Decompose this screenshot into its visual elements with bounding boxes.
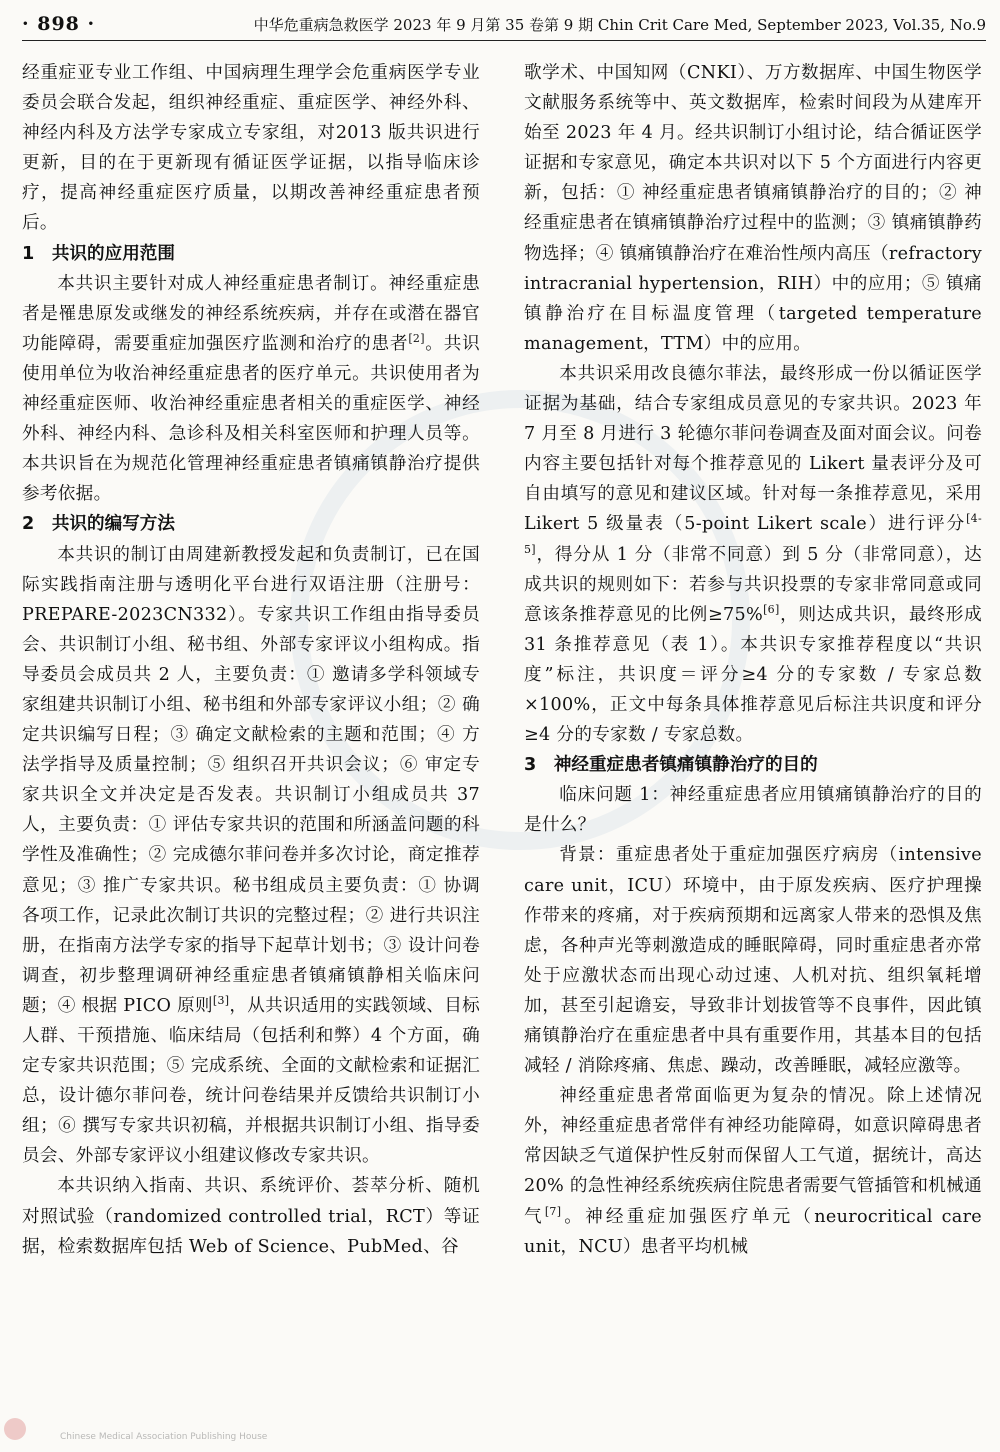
- paragraph: 经重症亚专业工作组、中国病理生理学会危重病医学专业委员会联合发起，组织神经重症、重症医学、神经外科、神经内科及方法学专家成立专家组，对2013 版共识进行更新，目的在于更新现有循证医学证据，以指导临床诊疗，提高神经重症医疗质量，以期改善神经重症患者预后。: [22, 63, 480, 234]
- paragraph: 本共识纳入指南、共识、系统评价、荟萃分析、随机对照试验（randomized controlled trial，RCT）等证据，检索数据库包括 Web of Science、PubMed、谷: [22, 1176, 480, 1257]
- section-heading-2: 2 共识的编写方法: [22, 514, 175, 535]
- citation-ref[interactable]: [4-5]: [524, 512, 982, 556]
- paragraph: 临床问题 1：神经重症患者应用镇痛镇静治疗的目的是什么？: [524, 785, 982, 836]
- section-heading-3: 3 神经重症患者镇痛镇静治疗的目的: [524, 755, 818, 776]
- citation-ref[interactable]: [3]: [212, 994, 230, 1008]
- left-column: [22, 58, 480, 1262]
- page-number: · 898 ·: [22, 13, 96, 35]
- right-column: [524, 58, 982, 1262]
- section-heading-1: 1 共识的应用范围: [22, 243, 175, 264]
- paragraph: 背景：重症患者处于重症加强医疗病房（intensive care unit，ICU）环境中，由于原发疾病、医疗护理操作带来的疼痛，对于疾病预期和远离家人带来的恐惧及焦虑，各种声光等刺激造成的睡眠障碍，同时重症患者亦常处于应激状态而出现心动过速、人机对抗、组织氧耗增加，甚至引起谵妄，导致非计划拔管等不良事件，因此镇痛镇静治疗在重症患者中具有重要作用，其基本目的包括减轻 / 消除疼痛、焦虑、躁动，改善睡眠，减轻应激等。: [524, 845, 982, 1077]
- journal-info: 中华危重病急救医学 2023 年 9 月第 35 卷第 9 期 Chin Crit Care Med, September 2023, Vol.35, No.9: [253, 15, 986, 34]
- page-header: [22, 8, 986, 41]
- paragraph: 歌学术、中国知网（CNKI）、万方数据库、中国生物医学文献服务系统等中、英文数据库，检索时间段为从建库开始至 2023 年 4 月。经共识制订小组讨论，结合循证医学证据和专家意见，确定本共识对以下 5 个方面进行内容更新，包括：① 神经重症患者镇痛镇静治疗的目的；② 神经重症患者在镇痛镇静治疗过程中的监测；③ 镇痛镇静药物选择；④ 镇痛镇静治疗在难治性颅内高压（refractory intracranial hypertension，RIH）中的应用；⑤ 镇痛镇静治疗在目标温度管理（targeted temperature management，TTM）中的应用。: [524, 63, 982, 354]
- citation-ref[interactable]: [7]: [544, 1204, 562, 1218]
- paragraph: 本共识主要针对成人神经重症患者制订。神经重症患者是罹患原发或继发的神经系统疾病，并存在或潜在器官功能障碍，需要重症加强医疗监测和治疗的患者[2]。共识使用单位为收治神经重症患者的医疗单元。共识使用者为神经重症医师、收治神经重症患者相关的重症医学、神经外科、神经内科、急诊科及相关科室医师和护理人员等。本共识旨在为规范化管理神经重症患者镇痛镇静治疗提供参考依据。: [22, 273, 480, 505]
- citation-ref[interactable]: [2]: [408, 331, 425, 345]
- paragraph: 本共识采用改良德尔菲法，最终形成一份以循证医学证据为基础，结合专家组成员意见的专家共识。2023 年 7 月至 8 月进行 3 轮德尔菲问卷调查及面对面会议。问卷内容主要包括针对每个推荐意见的 Likert 量表评分及可自由填写的意见和建议区域。针对每一条推荐意见，采用 Likert 5 级量表（5-point Likert scale）进行评分[4-5]，得分从 1 分（非常不同意）到 5 分（非常同意），达成共识的规则如下：若参与共识投票的专家非常同意或同意该条推荐意见的比例≥75%[6]，则达成共识，最终形成31 条推荐意见（表 1）。本共识专家推荐程度以“共识度”标注，共识度＝评分≥4 分的专家数 / 专家总数 ×100%，正文中每条具体推荐意见后标注共识度和评分≥4 分的专家数 / 专家总数。: [524, 363, 982, 746]
- paragraph: 神经重症患者常面临更为复杂的情况。除上述情况外，神经重症患者常伴有神经功能障碍，如意识障碍患者常因缺乏气道保护性反射而保留人工气道，据统计，高达 20% 的急性神经系统疾病住院患者需要气管插管和机械通气[7]。神经重症加强医疗单元（neurocritical care unit，NCU）患者平均机械: [524, 1086, 982, 1257]
- publisher-name: Chinese Medical Association Publishing House: [60, 1432, 268, 1442]
- citation-ref[interactable]: [6]: [763, 602, 780, 616]
- paragraph: 本共识的制订由周建新教授发起和负责制订，已在国际实践指南注册与透明化平台进行双语注册（注册号：PREPARE-2023CN332）。专家共识工作组由指导委员会、共识制订小组、秘书组、外部专家评议小组构成。指导委员会成员共 2 人，主要负责：① 邀请多学科领域专家组建共识制订小组、秘书组和外部专家评议小组；② 确定共识编写日程；③ 确定文献检索的主题和范围；④ 方法学指导及质量控制；⑤ 组织召开共识会议；⑥ 审定专家共识全文并决定是否发表。共识制订小组成员共 37 人，主要负责：① 评估专家共识的范围和所涵盖问题的科学性及准确性；② 完成德尔菲问卷并多次讨论，商定推荐意见；③ 推广专家共识。秘书组成员主要负责：① 协调各项工作，记录此次制订共识的完整过程；② 进行共识注册，在指南方法学专家的指导下起草计划书；③ 设计问卷调查，初步整理调研神经重症患者镇痛镇静相关临床问题；④ 根据 PICO 原则[3]，从共识适用的实践领域、目标人群、干预措施、临床结局（包括利和弊）4 个方面，确定专家共识范围；⑤ 完成系统、全面的文献检索和证据汇总，设计德尔菲问卷，统计问卷结果并反馈给共识制订小组；⑥ 撰写专家共识初稿，并根据共识制订小组、指导委员会、外部专家评议小组建议修改专家共识。: [22, 544, 480, 1167]
- publisher-logo-icon: [4, 1418, 26, 1440]
